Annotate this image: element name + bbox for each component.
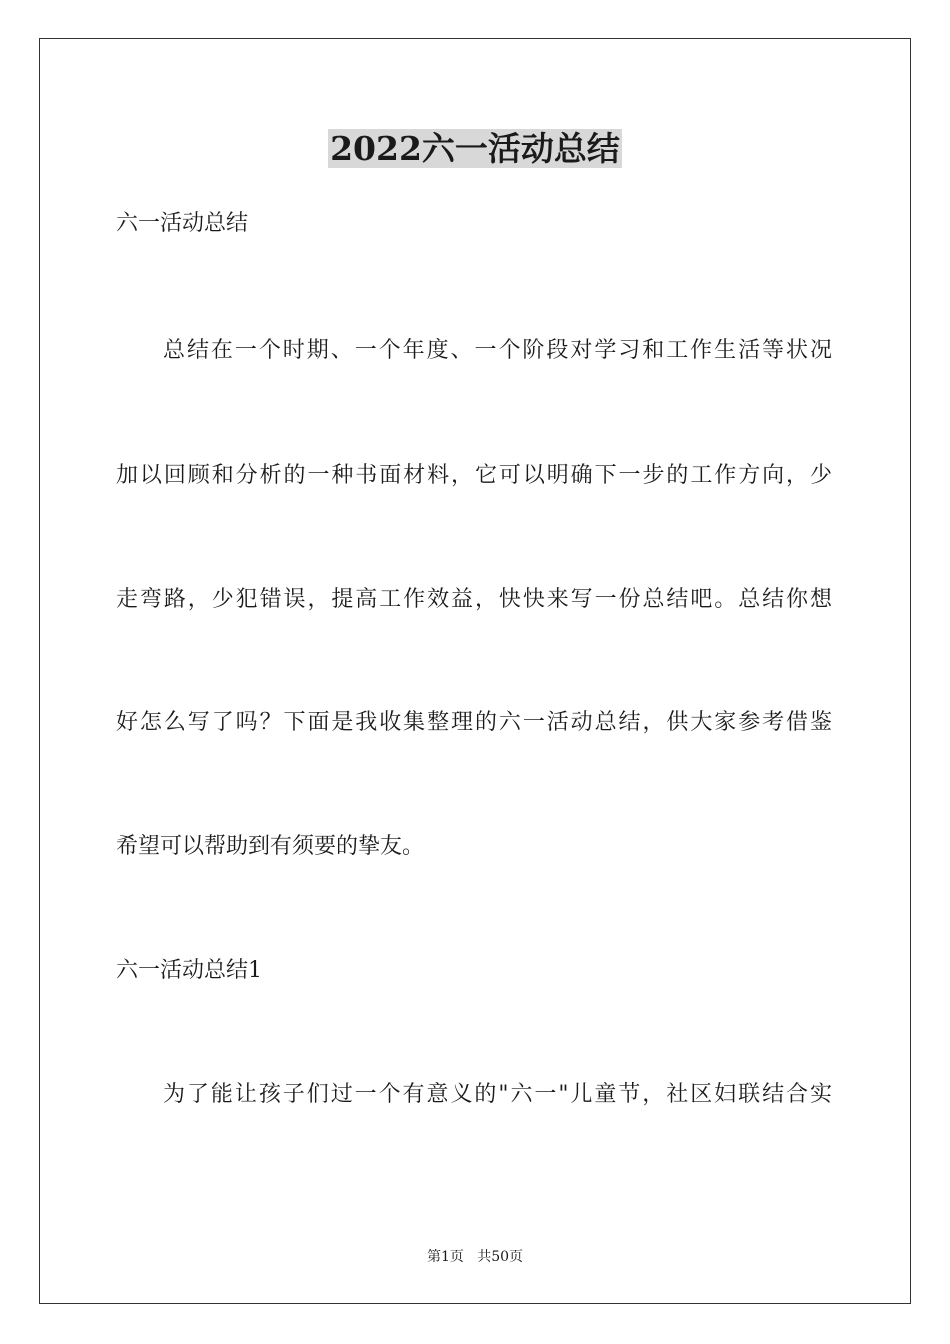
paragraph-line: 为了能让孩子们过一个有意义的"六一"儿童节，社区妇联结合实 bbox=[163, 1082, 832, 1107]
paragraph-line: 总结在一个时期、一个年度、一个阶段对学习和工作生活等状况 bbox=[163, 338, 832, 363]
document-title bbox=[0, 126, 950, 172]
page-footer: 第1页 共50页 bbox=[426, 1249, 524, 1265]
paragraph-line: 希望可以帮助到有须要的挚友。 bbox=[116, 834, 425, 859]
paragraph-line: 加以回顾和分析的一种书面材料，它可以明确下一步的工作方向，少 bbox=[116, 463, 832, 488]
paragraph-line: 好怎么写了吗？下面是我收集整理的六一活动总结，供大家参考借鉴 bbox=[116, 710, 832, 735]
section-heading: 六一活动总结 bbox=[116, 211, 249, 236]
paragraph-line: 走弯路，少犯错误，提高工作效益，快快来写一份总结吧。总结你想 bbox=[116, 587, 832, 612]
section-heading: 六一活动总结1 bbox=[116, 958, 262, 983]
document-title-text: 2022六一活动总结 bbox=[330, 129, 620, 168]
